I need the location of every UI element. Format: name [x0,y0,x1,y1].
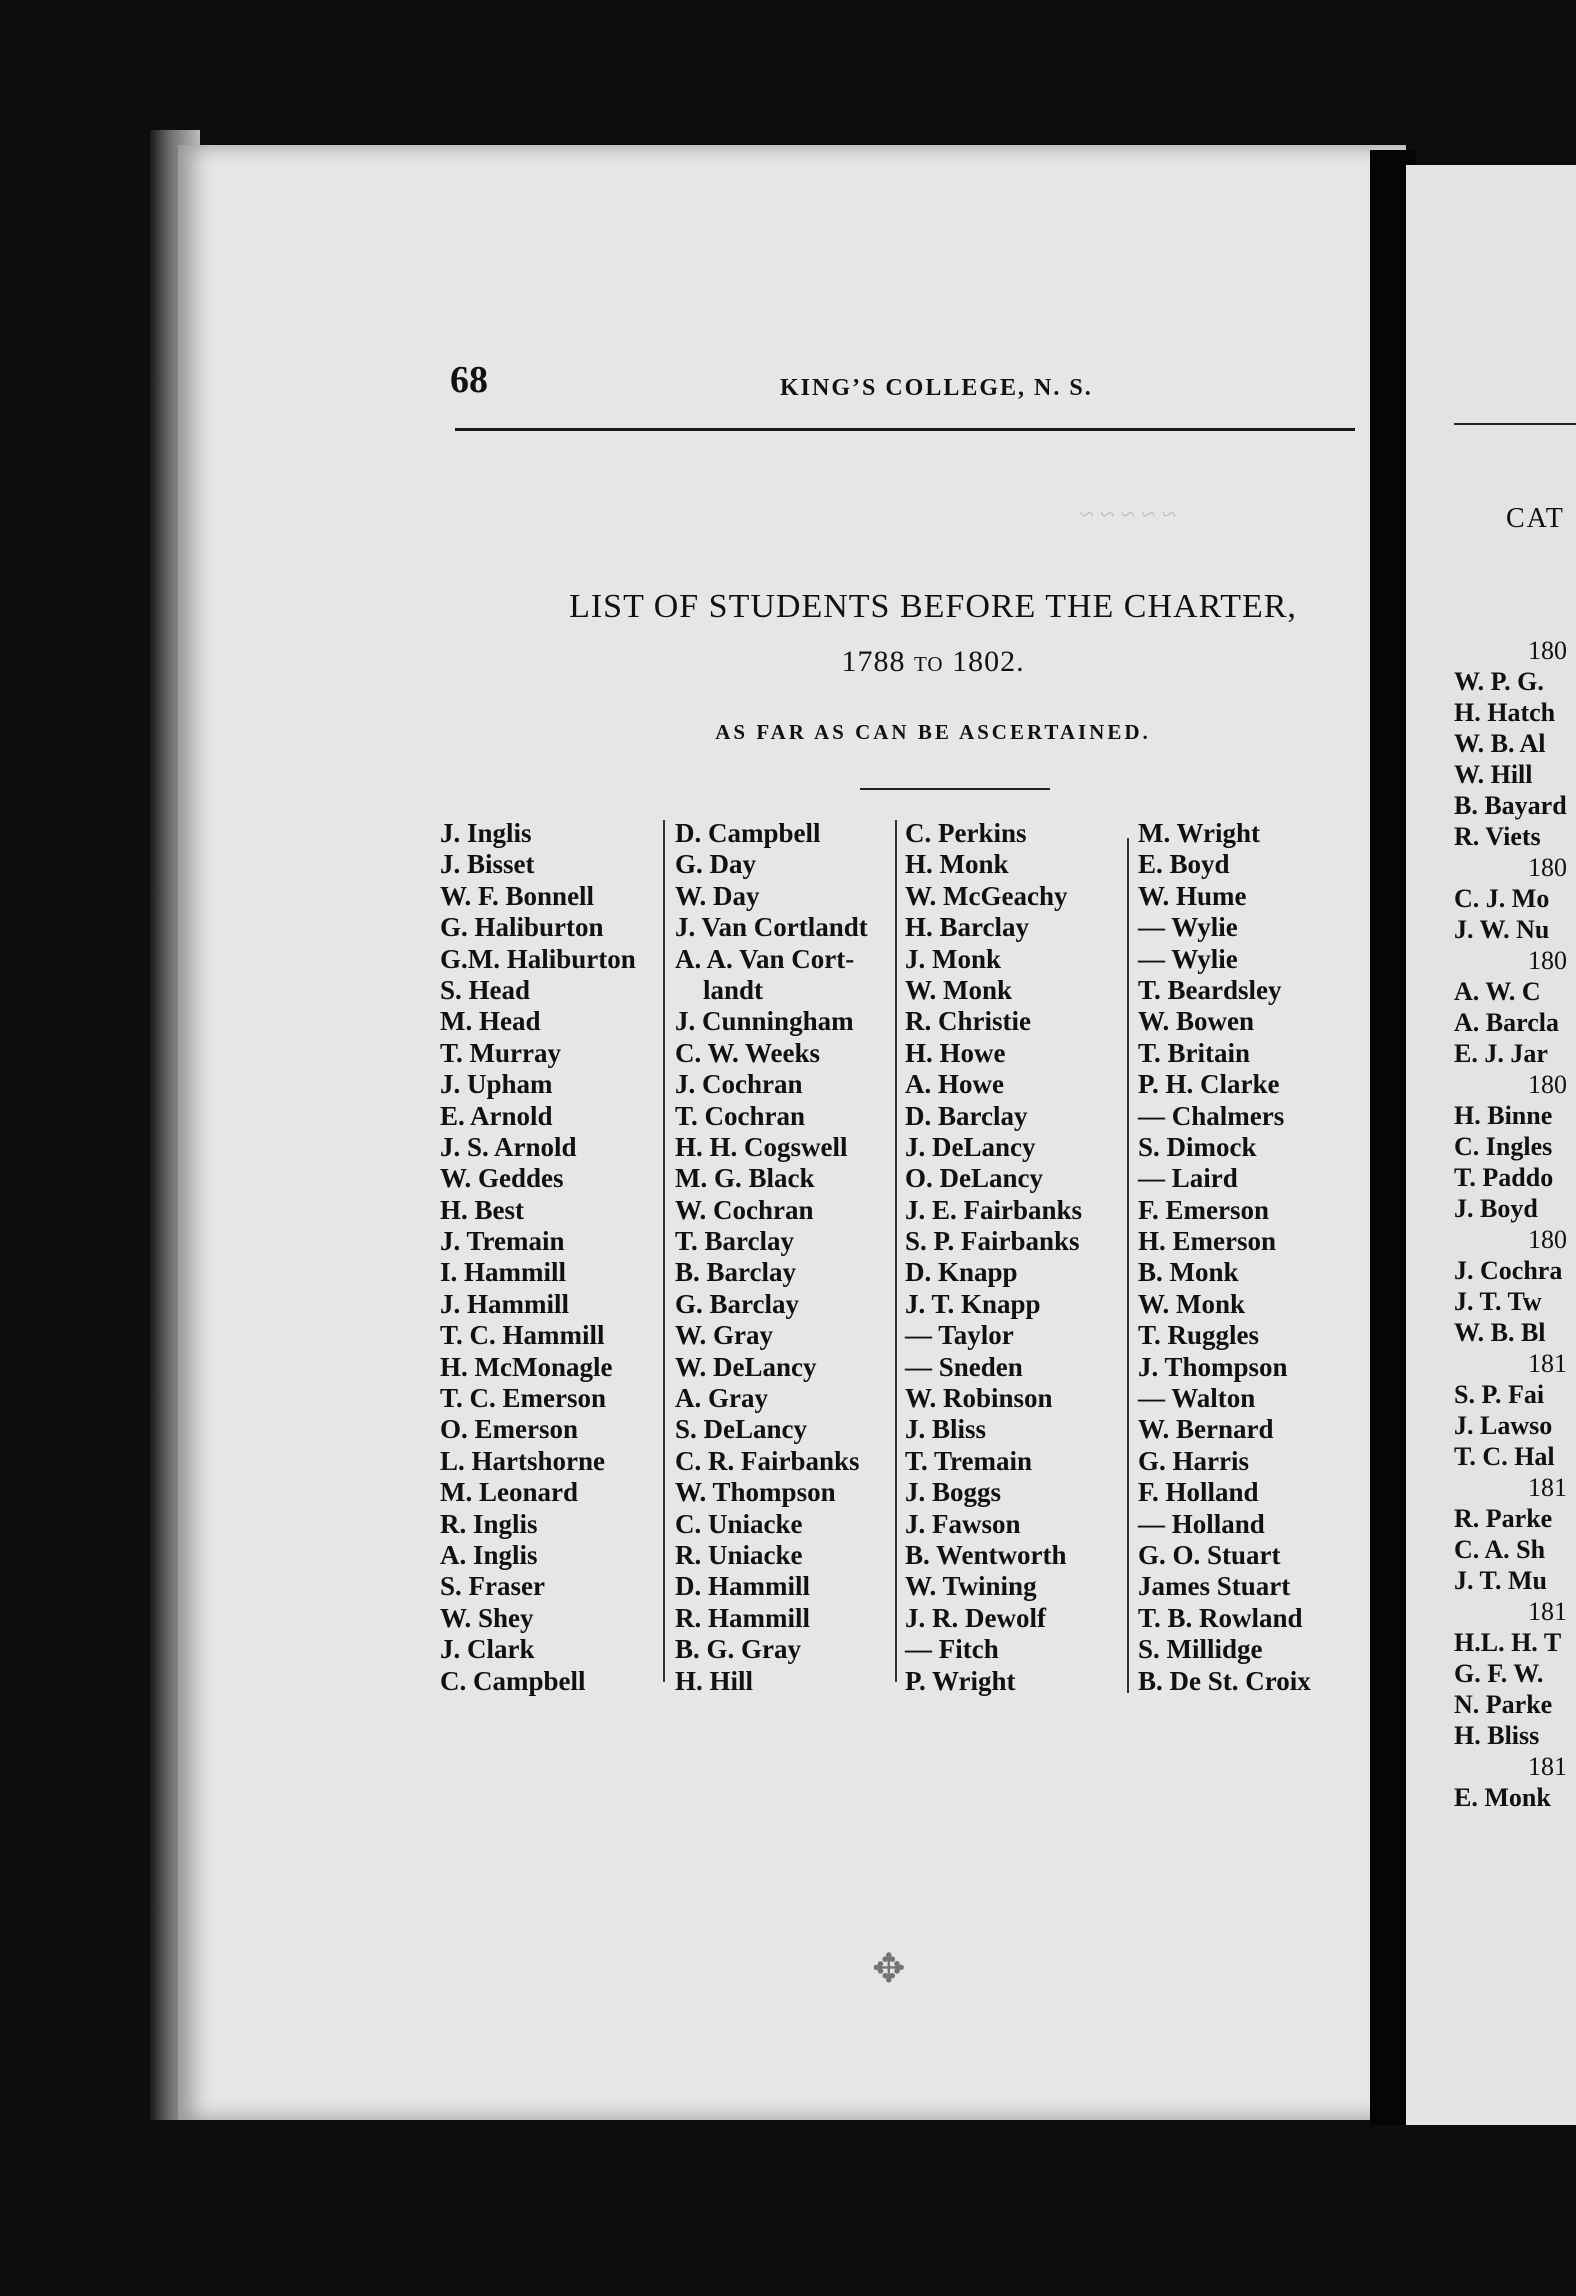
student-name: landt [703,974,764,1005]
student-name: W. Shey [440,1602,534,1633]
student-name: R. Christie [905,1006,1031,1037]
student-name: O. Emerson [440,1414,578,1445]
student-name: C. Perkins [905,818,1027,848]
student-column-1 [440,818,636,1697]
student-name: J. Cochran [675,1069,803,1100]
student-name: T. Cochran [675,1100,806,1131]
right-page-name: C. J. Mo [1454,884,1550,913]
student-name: — Wylie [1138,943,1238,974]
student-name: C. Uniacke [675,1508,803,1539]
student-name: J. Thompson [1138,1351,1288,1382]
right-page-name: W. P. G. [1454,667,1544,696]
column-divider [1127,838,1129,1693]
page-title: LIST OF STUDENTS BEFORE THE CHARTER, [569,588,1297,625]
student-name: J. Boggs [905,1477,1002,1508]
right-page-name: N. Parke [1454,1690,1553,1719]
student-name: W. Thompson [675,1477,836,1508]
student-name: W. Bowen [1138,1006,1255,1037]
right-page-name: H. Hatch [1454,698,1556,727]
student-name: T. Tremain [905,1445,1033,1476]
student-name: G. O. Stuart [1138,1539,1281,1570]
student-name: T. Murray [440,1037,561,1068]
student-name: I. Hammill [440,1257,566,1288]
student-name: H. Barclay [905,912,1029,943]
student-name: M. Head [440,1006,541,1037]
right-page-name: J. T. Tw [1454,1287,1542,1316]
student-name: — Wylie [1138,912,1238,943]
year-range-part: 1788 [841,645,906,678]
student-name: W. Bernard [1138,1414,1274,1445]
student-name: W. Twining [905,1571,1037,1602]
student-column-3 [905,818,1082,1697]
right-page-name: W. B. Bl [1454,1318,1546,1347]
student-name: B. Wentworth [905,1539,1067,1570]
student-name: C. R. Fairbanks [675,1445,860,1476]
right-page-name: T. Paddo [1454,1163,1554,1192]
student-name: W. McGeachy [905,880,1068,911]
student-name: — Chalmers [1138,1100,1285,1131]
student-name: H. Hill [675,1665,754,1696]
student-name: M. Wright [1138,818,1261,848]
right-page-year: 181 [1528,1349,1567,1378]
student-name: D. Knapp [905,1257,1018,1288]
student-column-4 [1138,818,1311,1697]
student-name: H. Howe [905,1037,1006,1068]
student-name: A. Howe [905,1069,1004,1100]
student-name: P. H. Clarke [1138,1069,1280,1100]
student-name: D. Barclay [905,1100,1028,1131]
right-page-name: W. Hill [1454,760,1533,789]
student-name: J. R. Dewolf [905,1602,1046,1633]
right-page-list [1454,635,1567,1813]
right-page-year: 181 [1528,1473,1567,1502]
right-page-year: 180 [1528,1070,1567,1099]
student-name: — Sneden [905,1351,1023,1382]
right-page-name: G. F. W. [1454,1659,1544,1688]
right-page-name: J. W. Nu [1454,915,1550,944]
student-name: G. Haliburton [440,912,604,943]
student-name: C. W. Weeks [675,1037,821,1068]
right-page-heading: CAT [1506,503,1565,534]
right-page-name: J. Cochra [1454,1256,1563,1285]
student-name: C. Campbell [440,1665,586,1696]
student-name: B. G. Gray [675,1634,801,1665]
header-rule [455,428,1355,431]
bleed-through-text: ~ ~ ~ ~ ~ [1080,500,1177,529]
student-name: H. Emerson [1138,1226,1276,1257]
student-name: A. Gray [675,1383,768,1414]
student-name: E. Arnold [440,1100,553,1131]
student-name: L. Hartshorne [440,1445,605,1476]
student-name: T. B. Rowland [1138,1602,1303,1633]
student-name: J. Bliss [905,1414,987,1445]
right-page-name: J. T. Mu [1454,1566,1547,1595]
student-name: S. DeLancy [675,1414,808,1445]
student-name: T. C. Emerson [440,1383,606,1414]
student-name: M. G. Black [675,1163,815,1194]
student-name: R. Uniacke [675,1539,803,1570]
right-page-name: A. W. C [1454,977,1541,1006]
student-name: T. Ruggles [1138,1320,1260,1351]
student-name: J. DeLancy [905,1131,1036,1162]
student-name: B. Monk [1138,1257,1239,1288]
student-name: T. Barclay [675,1226,794,1257]
student-name: A. Inglis [440,1539,538,1570]
right-page-name: C. A. Sh [1454,1535,1546,1564]
student-name: J. Inglis [440,818,532,848]
student-name: James Stuart [1138,1571,1291,1602]
right-page-header-rule [1454,423,1576,425]
student-name: G. Harris [1138,1445,1249,1476]
right-page-name: S. P. Fai [1454,1380,1545,1409]
right-page-year: 181 [1528,1597,1567,1626]
student-name: W. Gray [675,1320,774,1351]
student-name: J. Clark [440,1634,535,1665]
student-name: F. Holland [1138,1477,1259,1508]
student-name: B. De St. Croix [1138,1665,1311,1696]
right-page-name: H. Bliss [1454,1721,1540,1750]
right-page [1406,165,1576,2125]
right-page-name: B. Bayard [1454,791,1567,820]
student-name: A. A. Van Cort- [675,943,855,974]
student-name: W. DeLancy [675,1351,817,1382]
student-name: T. C. Hammill [440,1320,605,1351]
student-name: D. Hammill [675,1571,810,1602]
student-name: S. P. Fairbanks [905,1226,1080,1257]
student-name: O. DeLancy [905,1163,1043,1194]
student-name: J. E. Fairbanks [905,1194,1083,1225]
student-name: J. T. Knapp [905,1288,1041,1319]
student-name: S. Dimock [1138,1131,1257,1162]
right-page-name: R. Viets [1454,822,1541,851]
page-number: 68 [450,359,488,401]
student-name: J. Monk [905,943,1002,974]
student-name: J. Tremain [440,1226,565,1257]
subtitle: AS FAR AS CAN BE ASCERTAINED. [715,720,1151,744]
student-name: — Fitch [905,1634,999,1665]
student-name: H. McMonagle [440,1351,613,1382]
right-page-name: R. Parke [1454,1504,1553,1533]
right-page-name: E. Monk [1454,1783,1551,1812]
student-name: W. Robinson [905,1383,1053,1414]
right-page-name: J. Lawso [1454,1411,1553,1440]
column-divider [663,820,665,1682]
student-name: H. Best [440,1194,524,1225]
running-head: KING’S COLLEGE, N. S. [780,375,1093,401]
student-name: J. Hammill [440,1288,569,1319]
student-name: T. Beardsley [1138,974,1282,1005]
right-page-name: H. Binne [1454,1101,1553,1130]
student-name: — Laird [1138,1163,1238,1194]
right-page-year: 180 [1528,1225,1567,1254]
right-page-name: C. Ingles [1454,1132,1553,1161]
student-name: J. Fawson [905,1508,1021,1539]
student-name: J. Van Cortlandt [675,912,868,943]
student-name: M. Leonard [440,1477,578,1508]
student-name: — Taylor [905,1320,1014,1351]
year-range [420,645,1446,679]
student-name: G. Barclay [675,1288,799,1319]
student-name: W. Hume [1138,880,1247,911]
student-name: J. Bisset [440,849,535,880]
student-name: J. S. Arnold [440,1131,577,1162]
student-name: T. Britain [1138,1037,1251,1068]
student-name: S. Head [440,974,531,1005]
student-name: B. Barclay [675,1257,796,1288]
student-name: — Walton [1138,1383,1256,1414]
right-page-year: 180 [1528,853,1567,882]
student-name: W. Monk [1138,1288,1246,1319]
right-page-name: T. C. Hal [1454,1442,1555,1471]
student-column-2 [675,818,868,1697]
title-rule [860,788,1050,790]
student-name: — Holland [1138,1508,1265,1539]
right-page-year: 181 [1528,1752,1567,1781]
student-name: W. Geddes [440,1163,564,1194]
student-name: H. Monk [905,849,1009,880]
student-name: G.M. Haliburton [440,943,636,974]
student-name: W. F. Bonnell [440,880,595,911]
student-name: H. H. Cogswell [675,1131,848,1162]
right-page-name: H.L. H. T [1454,1628,1562,1657]
student-name: S. Fraser [440,1571,545,1602]
right-page-name: A. Barcla [1454,1008,1559,1037]
student-name: W. Cochran [675,1194,814,1225]
student-name: F. Emerson [1138,1194,1270,1225]
student-name: W. Monk [905,974,1013,1005]
right-page-year: 180 [1528,636,1567,665]
printer-ornament: ✥ [872,1946,906,1991]
student-name: J. Cunningham [675,1006,854,1037]
student-name: E. Boyd [1138,849,1230,880]
student-name: W. Day [675,880,760,911]
right-page-name: E. J. Jar [1454,1039,1548,1068]
student-name: R. Hammill [675,1602,810,1633]
student-name: R. Inglis [440,1508,538,1539]
student-name: J. Upham [440,1069,553,1100]
year-range-part: to [913,645,944,678]
student-name: D. Campbell [675,818,821,848]
right-page-name: J. Boyd [1454,1194,1538,1223]
student-name: G. Day [675,849,756,880]
student-name: S. Millidge [1138,1634,1263,1665]
right-page-year: 180 [1528,946,1567,975]
right-page-name: W. B. Al [1454,729,1546,758]
column-divider [895,820,897,1682]
student-name: P. Wright [905,1665,1016,1696]
year-range-part: 1802. [952,645,1025,678]
